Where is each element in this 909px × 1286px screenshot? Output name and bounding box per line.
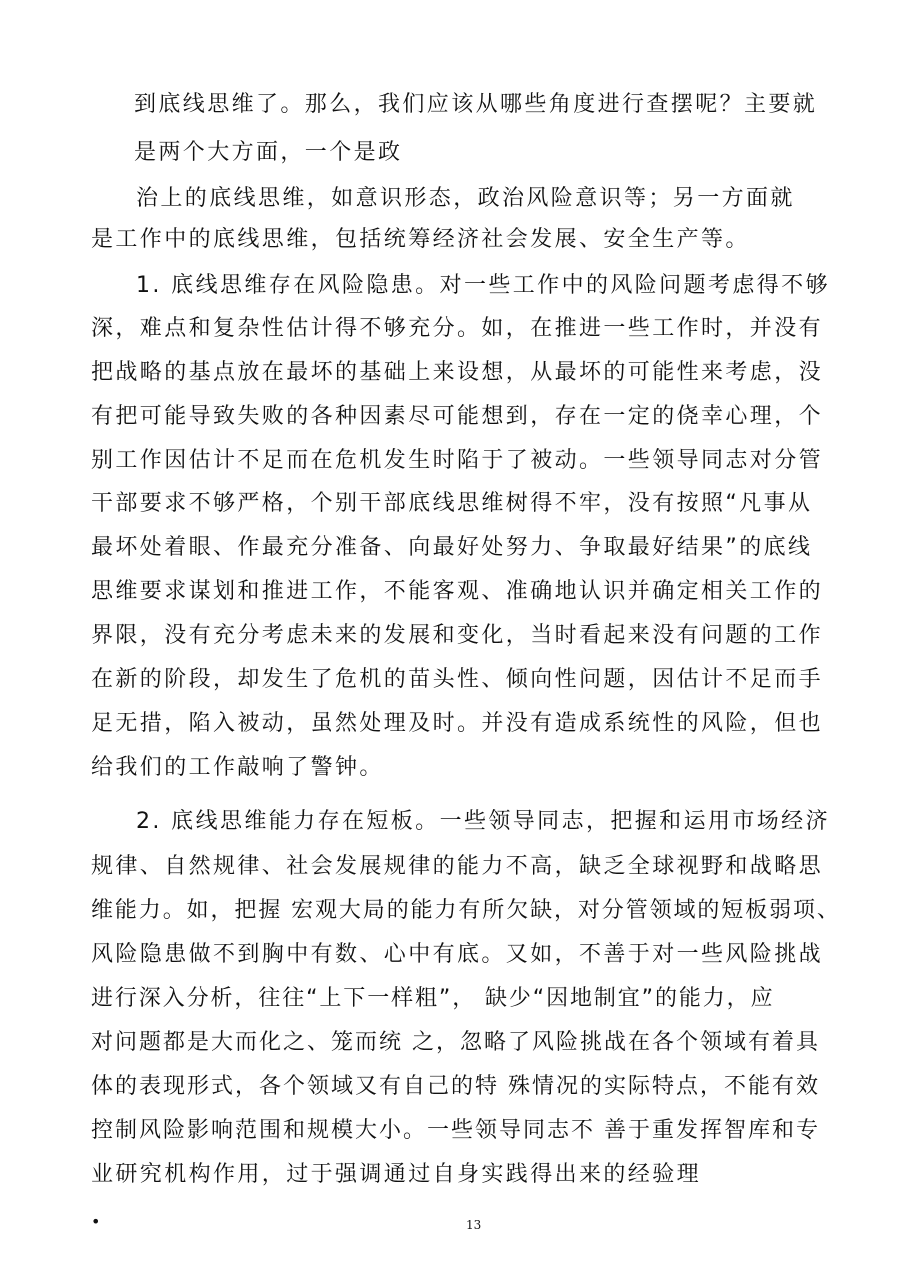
text-line: 控制风险影响范围和规模大小。一些领导同志不 善于重发挥智库和专 bbox=[91, 1118, 820, 1143]
text-line: 业研究机构作用，过于强调通过自身实践得出来的经验理 bbox=[91, 1162, 702, 1187]
text-line: 规律、自然规律、社会发展规律的能力不高，缺乏全球视野和战略思 bbox=[91, 854, 824, 879]
text-line: 足无措，陷入被动，虽然处理及时。并没有造成系统性的风险，但也 bbox=[91, 711, 824, 736]
text-line: 是工作中的底线思维，包括统筹经济社会发展、安全生产等。 bbox=[91, 227, 750, 252]
text-line: 最坏处着眼、作最充分准备、向最好处努力、争取最好结果”的底线 bbox=[91, 535, 813, 560]
bullet-mark: • bbox=[91, 1212, 101, 1231]
text-line: 有把可能导致失败的各种因素尽可能想到，存在一定的侥幸心理，个 bbox=[91, 404, 824, 429]
text-line: 风险隐患做不到胸中有数、心中有底。又如，不善于对一些风险挑战 bbox=[91, 942, 824, 967]
text-line: 体的表现形式，各个领域又有自己的特 殊情况的实际特点，不能有效 bbox=[91, 1074, 820, 1099]
text-line: 1. 底线思维存在风险隐患。对一些工作中的风险问题考虑得不够 bbox=[136, 273, 830, 298]
text-line: 2. 底线思维能力存在短板。一些领导同志，把握和运用市场经济 bbox=[136, 809, 830, 834]
text-line: 进行深入分析，往往“上下一样粗”， 缺少“因地制宜”的能力，应 bbox=[91, 986, 775, 1011]
text-line: 维能力。如，把握 宏观大局的能力有所欠缺，对分管领域的短板弱项、 bbox=[91, 898, 841, 923]
text-line: 思维要求谋划和推进工作，不能客观、准确地认识并确定相关工作的 bbox=[91, 579, 824, 604]
text-line: 是两个大方面，一个是政 bbox=[134, 140, 403, 165]
text-line: 界限，没有充分考虑未来的发展和变化，当时看起来没有问题的工作 bbox=[91, 623, 824, 648]
text-line: 别工作因估计不足而在危机发生时陷于了被动。一些领导同志对分管 bbox=[91, 448, 824, 473]
text-line: 对问题都是大而化之、笼而统 之，忽略了风险挑战在各个领域有着具 bbox=[91, 1030, 820, 1055]
text-line: 到底线思维了。那么，我们应该从哪些角度进行查摆呢？主要就 bbox=[134, 92, 818, 117]
page-number: 13 bbox=[466, 1218, 482, 1232]
text-line: 在新的阶段，却发生了危机的苗头性、倾向性问题，因估计不足而手 bbox=[91, 667, 824, 692]
text-line: 深，难点和复杂性估计得不够充分。如，在推进一些工作时，并没有 bbox=[91, 316, 824, 341]
text-line: 干部要求不够严格，个别干部底线思维树得不牢，没有按照“凡事从 bbox=[91, 491, 813, 516]
text-line: 给我们的工作敲响了警钟。 bbox=[91, 755, 384, 780]
text-line: 把战略的基点放在最坏的基础上来设想，从最坏的可能性来考虑，没 bbox=[91, 360, 824, 385]
text-line: 治上的底线思维，如意识形态，政治风险意识等；另一方面就 bbox=[136, 186, 795, 211]
